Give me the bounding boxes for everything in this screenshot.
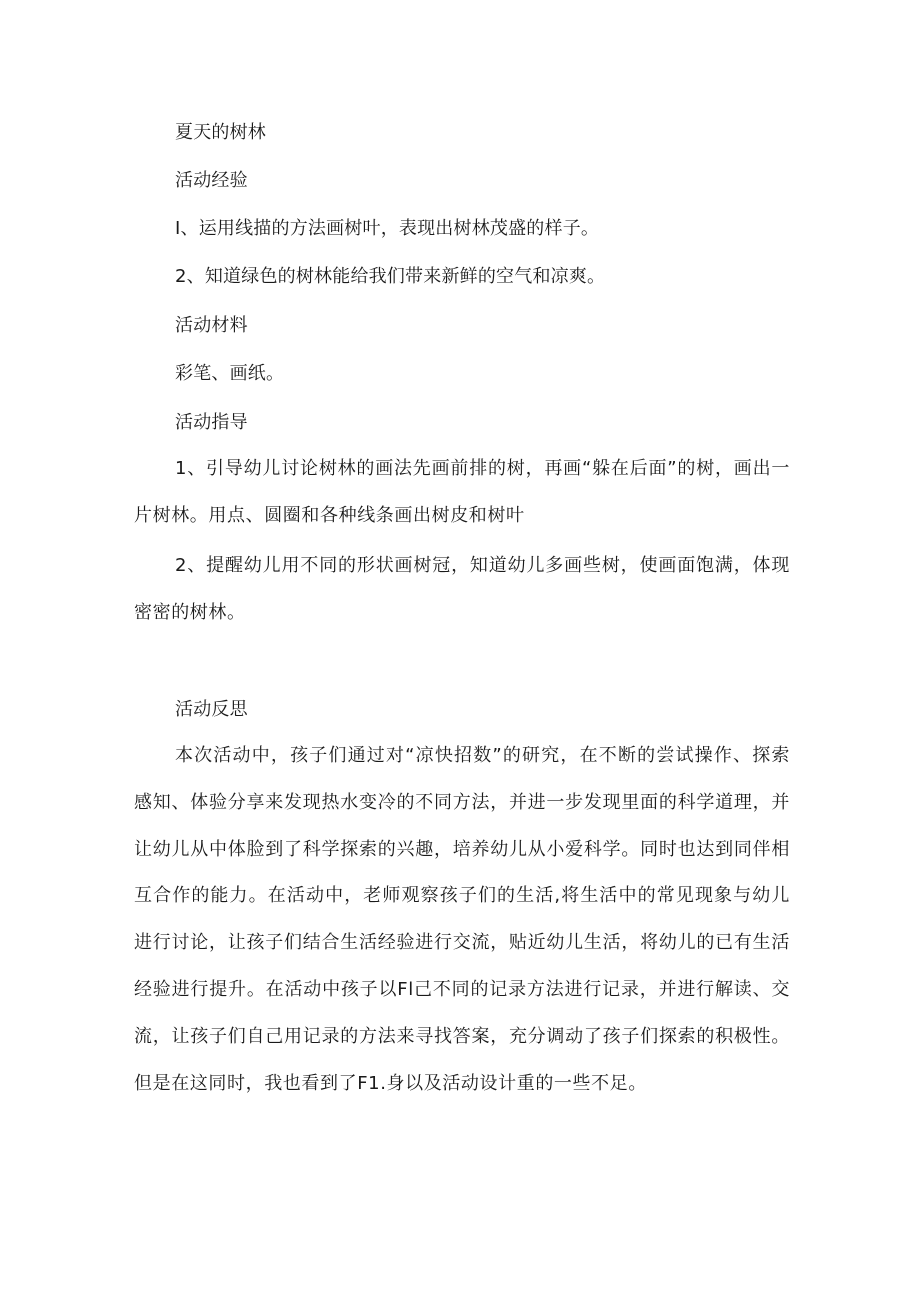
experience-item-1: I、运用线描的方法画树叶，表现出树林茂盛的样子。 bbox=[175, 218, 600, 239]
section-heading-materials: 活动材料 bbox=[175, 315, 248, 336]
experience-item-2: 2、知道绿色的树林能给我们带来新鲜的空气和凉爽。 bbox=[175, 266, 606, 287]
guidance-item-1: 1、引导幼儿讨论树林的画法先画前排的树，再画“躲在后面”的树，画出一片树林。用点、圆圈和各种线条画出树皮和树叶 bbox=[134, 458, 790, 526]
reflection-paragraph: 本次活动中，孩子们通过对“凉快招数”的研究，在不断的尝试操作、探索感知、体验分享来发现热水变冷的不同方法，并进一步发现里面的科学道理，并让幼儿从中体脸到了科学探索的兴趣，培养幼儿从小爱科学。同时也达到同伴相互合作的能力。在活动中，老师观察孩子们的生活,将生活中的常见现象与幼儿进行讨论，让孩子们结合生活经验进行交流，贴近幼儿生活，将幼儿的已有生活经验进行提升。在活动中孩子以Fl己不同的记录方法进行记录，并进行解读、交流，让孩子们自己用记录的方法来寻找答案，充分调动了孩子们探索的积极性。但是在这同时，我也看到了F1.身以及活动设计重的一些不足。 bbox=[134, 745, 790, 1094]
section-heading-reflection: 活动反思 bbox=[175, 699, 248, 720]
guidance-item-2: 2、提醒幼儿用不同的形状画树冠，知道幼儿多画些树，使画面饱满，体现密密的树林。 bbox=[134, 555, 790, 623]
section-heading-guidance: 活动指导 bbox=[175, 412, 248, 433]
section-heading-experience: 活动经验 bbox=[175, 170, 248, 191]
materials-text: 彩笔、画纸。 bbox=[175, 363, 285, 384]
document-title: 夏天的树林 bbox=[175, 122, 266, 143]
